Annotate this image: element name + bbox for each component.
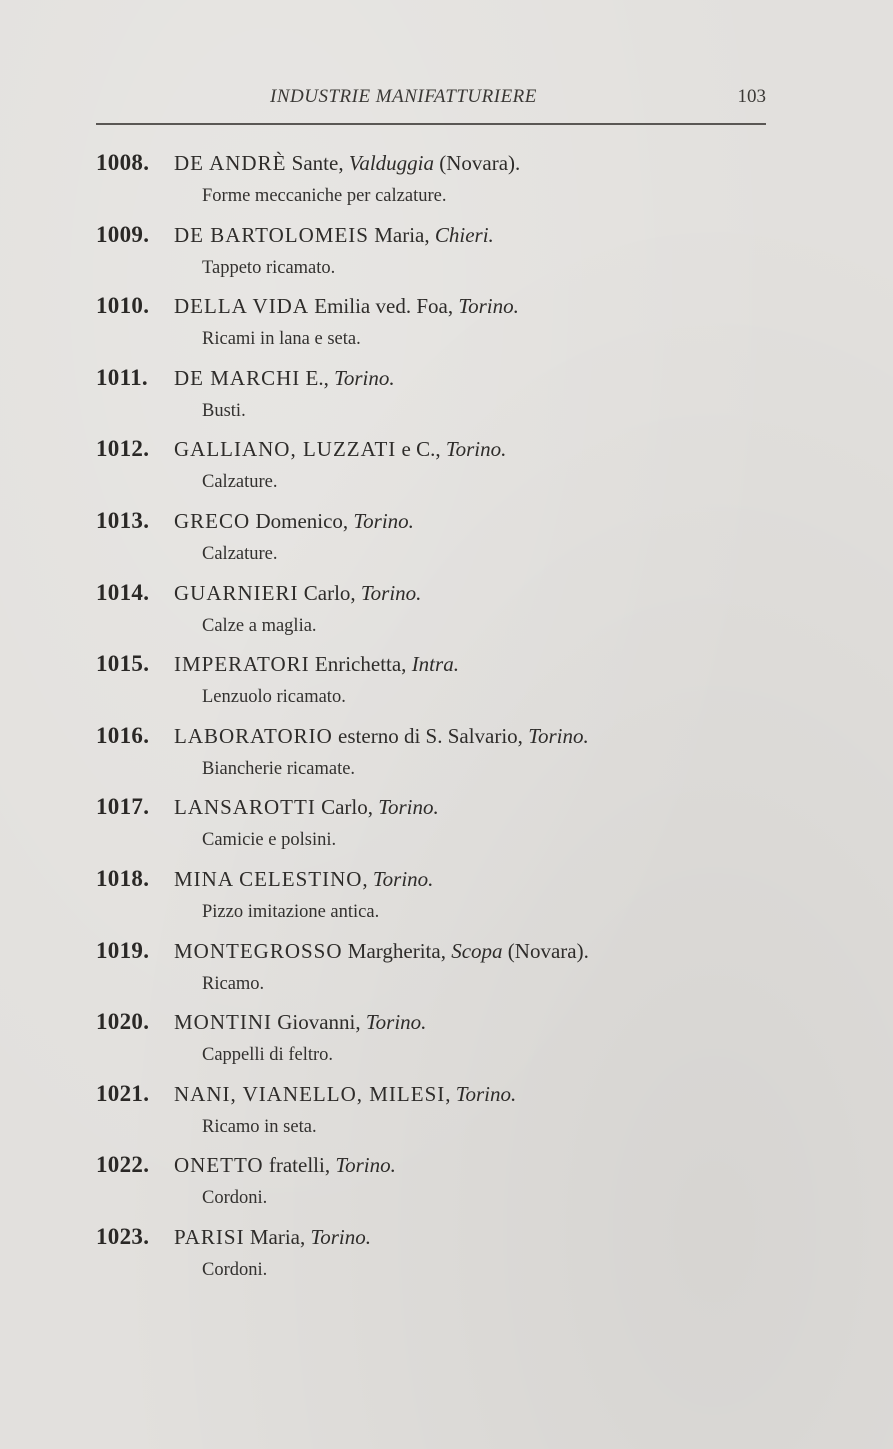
running-head (96, 86, 766, 114)
exhibitor-list (96, 150, 796, 1296)
exhibitor-place: Torino. (334, 365, 395, 390)
exhibitor-place: Chieri. (434, 222, 494, 247)
entry-description: Busti. (202, 400, 246, 421)
exhibitor-name: ONETTO (174, 1153, 264, 1178)
entry-exhibitor (174, 1010, 426, 1035)
entry-exhibitor (174, 1082, 516, 1107)
entry-description: Ricamo in seta. (202, 1116, 317, 1137)
list-item (96, 1152, 796, 1224)
entry-number: 1009. (96, 221, 150, 247)
entry-description: Calze a maglia. (202, 615, 317, 636)
exhibitor-detail: Emilia ved. Foa, (309, 294, 459, 319)
exhibitor-detail: esterno di S. Salvario, (332, 723, 529, 748)
exhibitor-province: (Novara). (434, 151, 521, 175)
entry-description: Tappeto ricamato. (202, 257, 336, 278)
exhibitor-name: LABORATORIO (174, 723, 333, 748)
list-item (96, 1081, 796, 1153)
exhibitor-place: Torino. (310, 1224, 372, 1249)
entry-number: 1012. (96, 436, 150, 462)
exhibitor-name: GUARNIERI (174, 580, 299, 605)
exhibitor-name: DE ANDRÈ (174, 151, 287, 175)
entry-number: 1010. (96, 293, 150, 319)
entry-description: Calzature. (202, 543, 278, 564)
exhibitor-detail: Carlo, (298, 580, 361, 605)
entry-number: 1015. (96, 651, 150, 677)
exhibitor-detail: Maria, (368, 222, 435, 247)
exhibitor-place: Torino. (528, 723, 589, 748)
exhibitor-detail: fratelli, (263, 1153, 336, 1178)
list-item (96, 436, 796, 508)
entry-exhibitor (174, 652, 459, 677)
entry-exhibitor (174, 724, 589, 749)
list-item (96, 651, 796, 723)
list-item (96, 1009, 796, 1081)
entry-number: 1011. (96, 364, 148, 390)
list-item (96, 794, 796, 866)
exhibitor-place: Scopa (451, 938, 503, 963)
exhibitor-place: Torino. (445, 437, 507, 462)
exhibitor-detail: Margherita, (342, 938, 452, 963)
exhibitor-name: DE BARTOLOMEIS (174, 222, 369, 247)
exhibitor-detail: e C., (396, 437, 446, 462)
exhibitor-detail: Sante, (286, 151, 349, 175)
exhibitor-name: GALLIANO, LUZZATI (174, 437, 397, 462)
exhibitor-name: IMPERATORI (174, 652, 310, 677)
list-item (96, 150, 796, 222)
entry-description: Calzature. (202, 472, 278, 493)
list-item (96, 580, 796, 652)
entry-description: Camicie e polsini. (202, 830, 337, 851)
exhibitor-place: Torino. (372, 866, 434, 891)
entry-number: 1023. (96, 1223, 150, 1249)
entry-number: 1019. (96, 937, 150, 963)
page-number: 103 (737, 86, 766, 107)
exhibitor-detail: Enrichetta, (309, 652, 412, 677)
entry-exhibitor (174, 939, 589, 964)
list-item (96, 723, 796, 795)
entry-description: Forme meccaniche per calzature. (202, 186, 447, 206)
entry-exhibitor (174, 509, 414, 534)
entry-exhibitor (174, 223, 494, 248)
entry-description: Pizzo imitazione antica. (202, 901, 380, 922)
exhibitor-detail: Giovanni, (271, 1010, 366, 1035)
entry-number: 1022. (96, 1152, 150, 1178)
exhibitor-detail: , (445, 1081, 456, 1106)
exhibitor-place: Torino. (365, 1010, 427, 1035)
entry-number: 1008. (96, 150, 150, 175)
exhibitor-name: NANI, VIANELLO, MILESI (174, 1081, 446, 1106)
entry-exhibitor (174, 294, 519, 319)
exhibitor-detail: , (362, 866, 373, 891)
exhibitor-place: Intra. (411, 652, 459, 677)
entry-exhibitor (174, 366, 395, 391)
entry-number: 1013. (96, 507, 150, 533)
list-item (96, 938, 796, 1010)
entry-number: 1020. (96, 1009, 150, 1035)
entry-number: 1017. (96, 794, 150, 820)
exhibitor-place: Torino. (360, 580, 422, 605)
exhibitor-place: Valduggia (348, 151, 434, 175)
exhibitor-name: GRECO (174, 508, 251, 533)
exhibitor-place: Torino. (378, 795, 439, 820)
exhibitor-name: PARISI (174, 1224, 245, 1249)
entry-exhibitor (174, 867, 433, 892)
entry-description: Ricami in lana e seta. (202, 329, 361, 350)
list-item (96, 508, 796, 580)
entry-exhibitor (174, 437, 506, 462)
header-rule (96, 123, 766, 125)
exhibitor-name: MONTINI (174, 1010, 272, 1035)
exhibitor-detail: E., (300, 365, 335, 390)
entry-description: Ricamo. (202, 973, 265, 994)
exhibitor-place: Torino. (458, 294, 519, 319)
exhibitor-place: Torino. (335, 1153, 396, 1178)
entry-description: Cordoni. (202, 1259, 268, 1280)
list-item (96, 866, 796, 938)
running-title: INDUSTRIE MANIFATTURIERE (270, 86, 537, 107)
exhibitor-place: Torino. (353, 508, 414, 533)
exhibitor-place: Torino. (455, 1081, 517, 1106)
exhibitor-detail: Carlo, (315, 795, 379, 820)
entry-exhibitor (174, 795, 439, 820)
exhibitor-name: MINA CELESTINO (174, 866, 363, 891)
list-item (96, 365, 796, 437)
exhibitor-detail: Domenico, (250, 508, 354, 533)
exhibitor-detail: Maria, (244, 1224, 311, 1249)
exhibitor-name: LANSAROTTI (174, 795, 316, 820)
entry-exhibitor (174, 1225, 371, 1250)
entry-description: Cappelli di feltro. (202, 1045, 334, 1066)
exhibitor-name: MONTEGROSSO (174, 938, 343, 963)
list-item (96, 293, 796, 365)
entry-exhibitor (174, 1153, 396, 1178)
list-item (96, 1224, 796, 1296)
entry-exhibitor (174, 151, 520, 176)
entry-description: Cordoni. (202, 1188, 268, 1209)
exhibitor-name: DE MARCHI (174, 365, 301, 390)
entry-number: 1016. (96, 722, 150, 748)
entry-number: 1014. (96, 579, 150, 605)
exhibitor-province: (Novara). (502, 938, 589, 963)
entry-number: 1018. (96, 865, 150, 891)
entry-description: Biancherie ricamate. (202, 758, 356, 779)
entry-number: 1021. (96, 1080, 150, 1106)
exhibitor-name: DELLA VIDA (174, 294, 310, 319)
entry-description: Lenzuolo ricamato. (202, 687, 346, 708)
entry-exhibitor (174, 581, 421, 606)
list-item (96, 222, 796, 294)
